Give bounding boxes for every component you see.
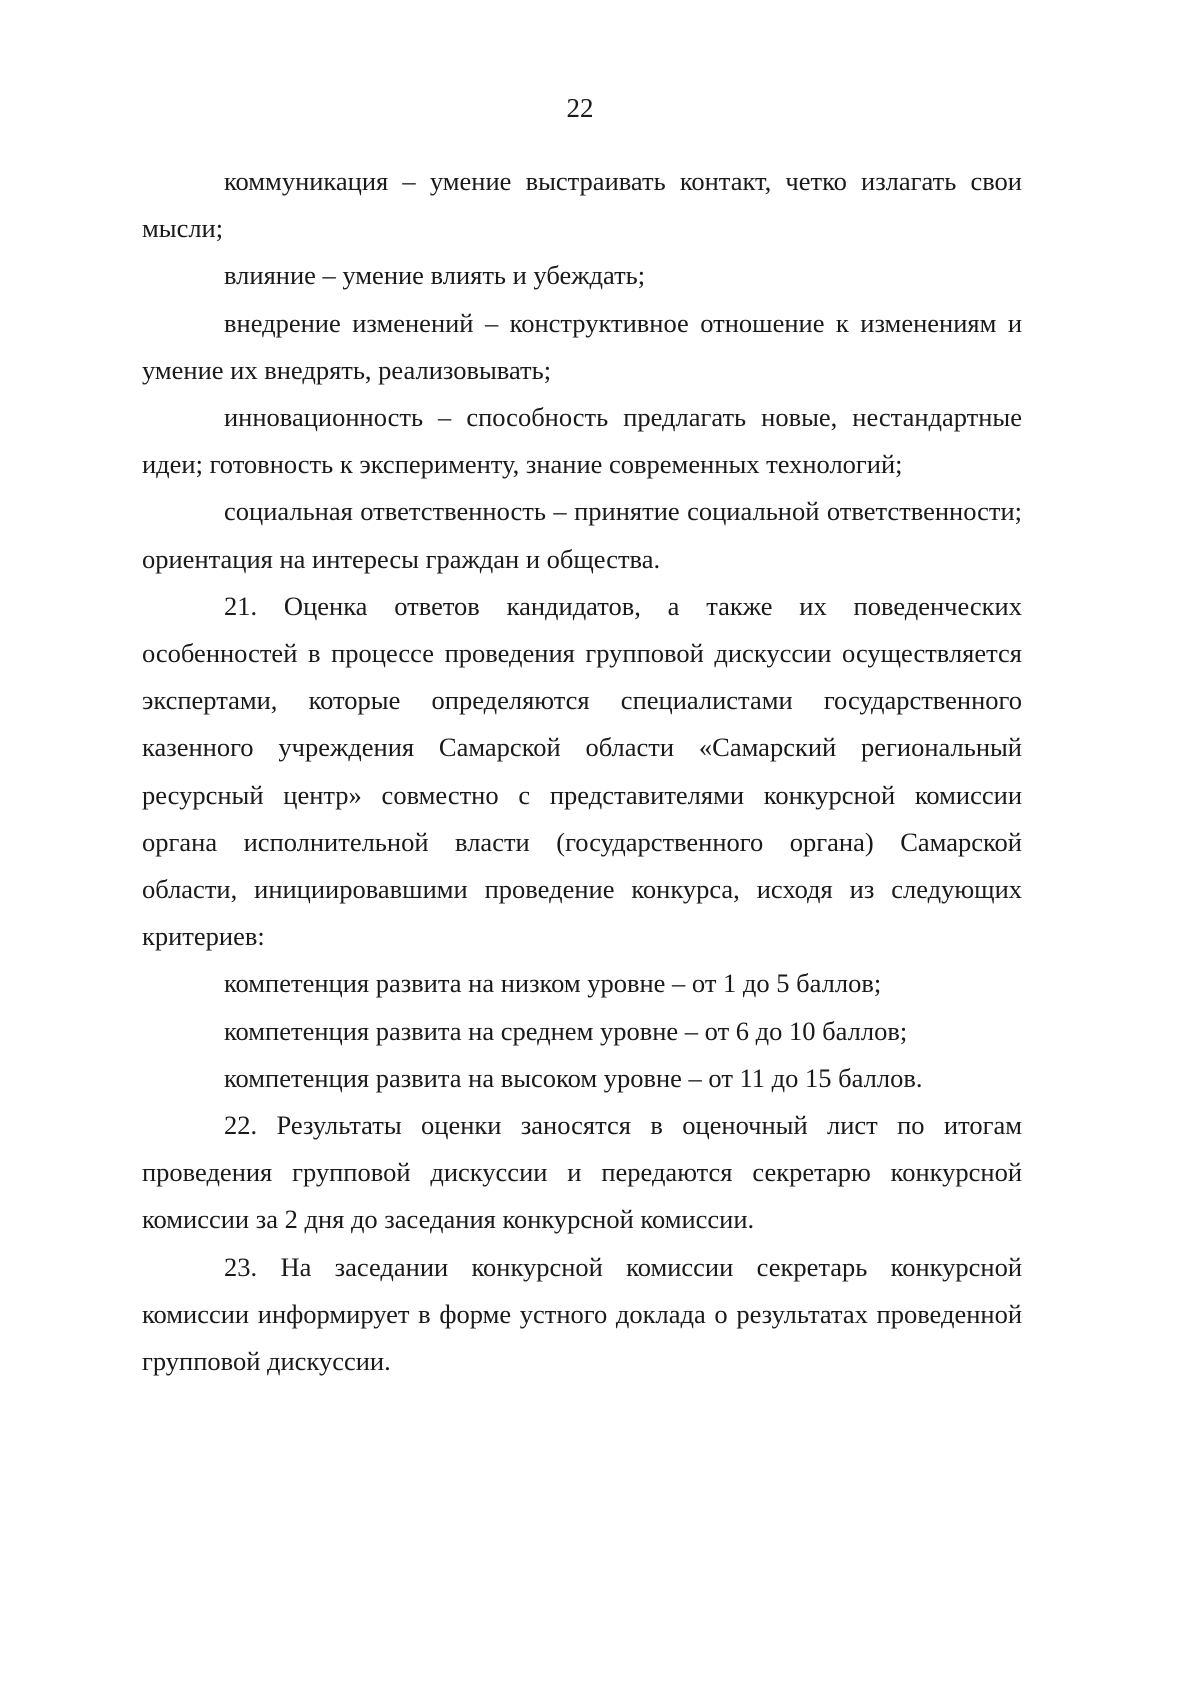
document-body xyxy=(142,158,1022,1385)
paragraph-21-assessment: 21. Оценка ответов кандидатов, а также их поведенческих особенностей в процессе проведения групповой дискуссии осуществляется экспертами, которые определяются специалистами государственного казенного учреждения Самарской области «Самарский региональный ресурсный центр» совместно с представителями конкурсной комиссии органа исполнительной власти (государственного органа) Самарской области, инициировавшими проведение конкурса, исходя из следующих критериев: xyxy=(142,590,1022,952)
paragraph-23-report: 23. На заседании конкурсной комиссии секретарь конкурсной комиссии информирует в форме устного доклада о результатах проведенной групповой дискуссии. xyxy=(142,1251,1022,1377)
criterion-medium-level: компетенция развита на среднем уровне – от 6 до 10 баллов; xyxy=(224,1015,908,1046)
paragraph-influence: влияние – умение влиять и убеждать; xyxy=(224,260,646,291)
criterion-low-level: компетенция развита на низком уровне – от 1 до 5 баллов; xyxy=(224,968,882,999)
criterion-high-level: компетенция развита на высоком уровне – от 11 до 15 баллов. xyxy=(224,1062,923,1093)
paragraph-social-responsibility: социальная ответственность – принятие социальной ответственности; ориентация на интересы граждан и общества. xyxy=(142,496,1022,574)
paragraph-change-implementation: внедрение изменений – конструктивное отношение к изменениям и умение их внедрять, реализовывать; xyxy=(142,307,1022,385)
page-number: 22 xyxy=(566,93,594,123)
paragraph-innovation: инновационность – способность предлагать новые, нестандартные идеи; готовность к эксперименту, знание современных технологий; xyxy=(142,402,1022,480)
paragraph-communication: коммуникация – умение выстраивать контакт, четко излагать свои мысли; xyxy=(142,166,1022,244)
paragraph-22-results: 22. Результаты оценки заносятся в оценочный лист по итогам проведения групповой дискуссии и передаются секретарю конкурсной комиссии за 2 дня до заседания конкурсной комиссии. xyxy=(142,1110,1022,1235)
